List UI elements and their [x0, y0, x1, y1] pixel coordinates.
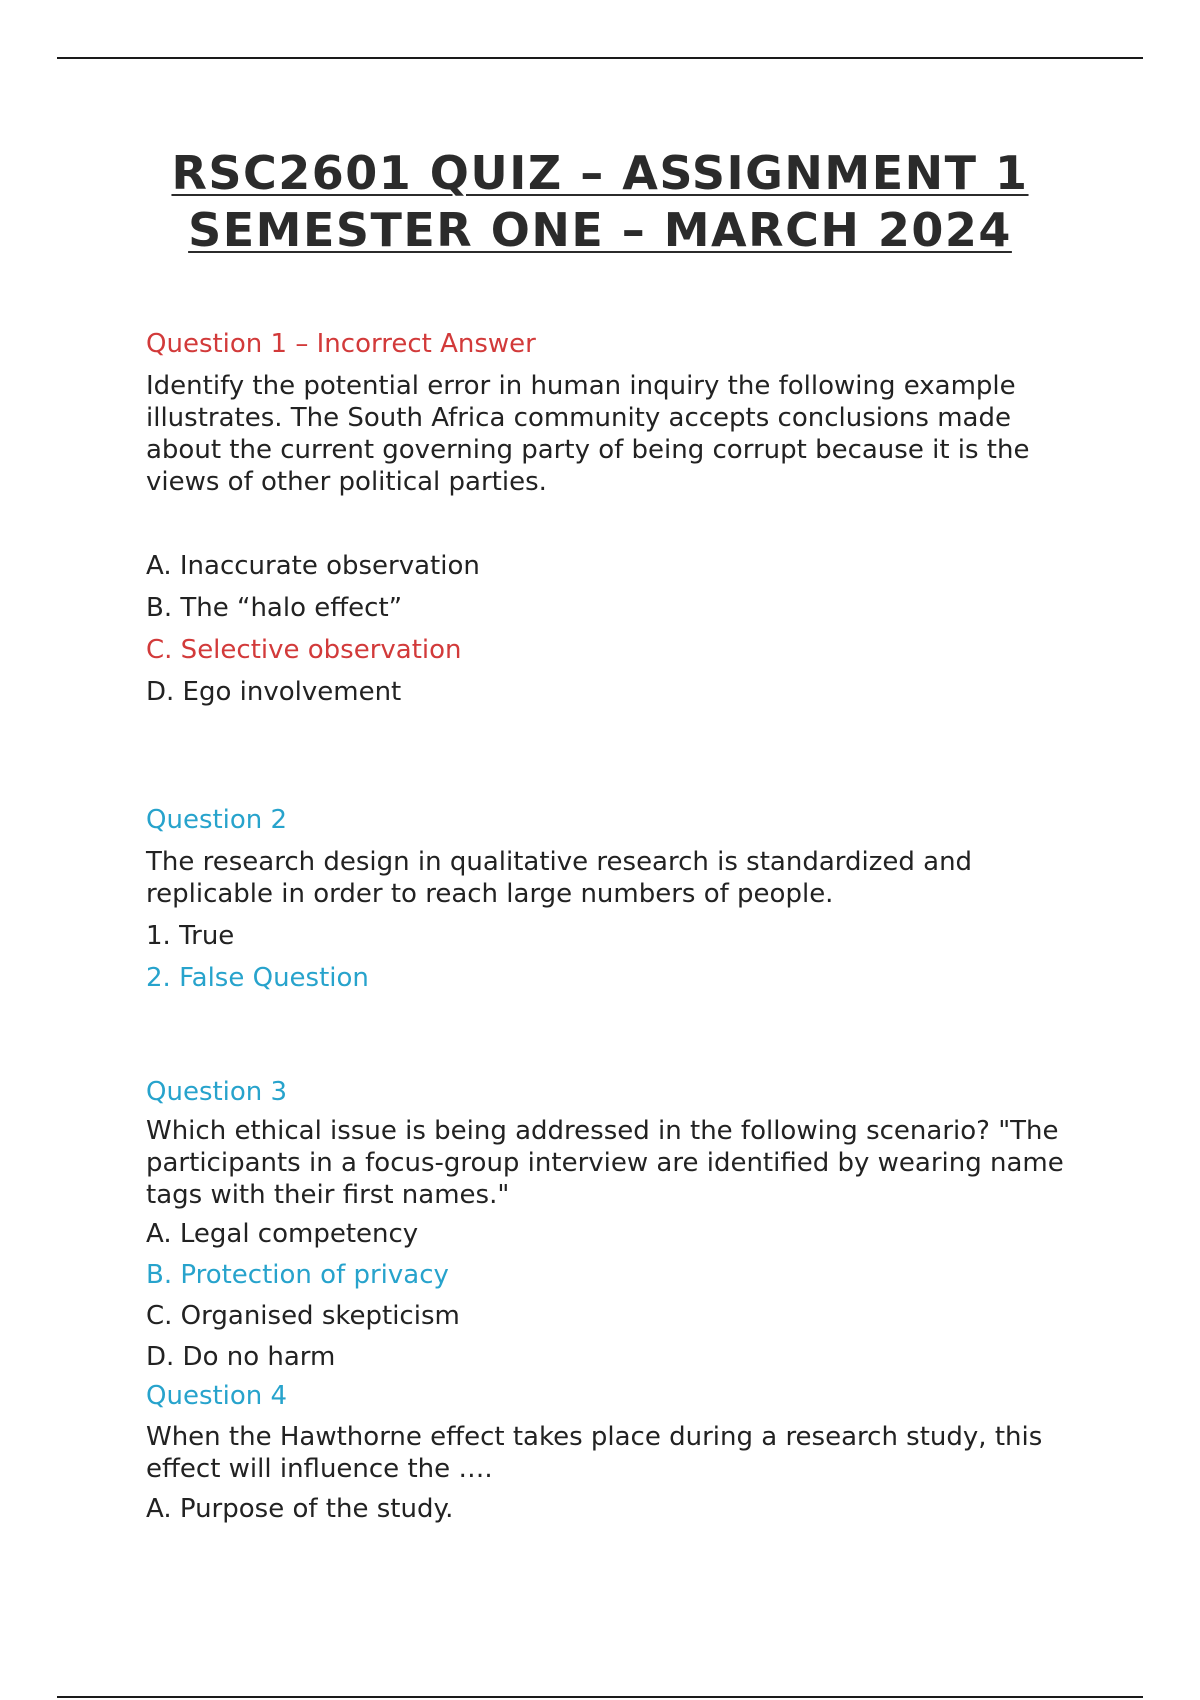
- question-1: [146, 328, 1066, 708]
- question-4-text: When the Hawthorne effect takes place during a research study, this effect will influence the ….: [146, 1422, 1043, 1484]
- question-4-heading: Question 4: [146, 1381, 288, 1411]
- question-1-option-d: D. Ego involvement: [146, 677, 402, 707]
- question-1-option-b: B. The “halo effect”: [146, 593, 403, 623]
- question-3-option-b-correct: B. Protection of privacy: [146, 1260, 449, 1290]
- question-4: [146, 1380, 1066, 1525]
- question-2-text: The research design in qualitative research is standardized and replicable in order to reach large numbers of people.: [146, 847, 973, 909]
- question-1-text: Identify the potential error in human inquiry the following example illustrates. The South Africa community accepts conclusions made about the current governing party of being corrupt because it is the views of other political parties.: [146, 371, 1030, 497]
- title-line-2: SEMESTER ONE – MARCH 2024: [188, 203, 1012, 257]
- top-divider: [57, 57, 1143, 59]
- question-3: [146, 1076, 1066, 1373]
- question-4-option-a: A. Purpose of the study.: [146, 1494, 454, 1524]
- question-3-heading: Question 3: [146, 1077, 288, 1107]
- quiz-content: [146, 328, 1066, 1525]
- title-line-1: RSC2601 QUIZ – ASSIGNMENT 1: [171, 146, 1029, 200]
- question-1-heading: Question 1 – Incorrect Answer: [146, 329, 536, 359]
- question-3-option-a: A. Legal competency: [146, 1219, 419, 1249]
- question-3-option-c: C. Organised skepticism: [146, 1301, 460, 1331]
- question-3-option-d: D. Do no harm: [146, 1342, 336, 1372]
- question-2-option-1: 1. True: [146, 921, 235, 951]
- question-2-option-2-correct: 2. False Question: [146, 963, 369, 993]
- question-1-option-c-selected: C. Selective observation: [146, 635, 462, 665]
- question-2-heading: Question 2: [146, 805, 288, 835]
- question-3-text: Which ethical issue is being addressed in the following scenario? "The participants in a focus-group interview are identified by wearing name tags with their first names.": [146, 1116, 1064, 1210]
- question-1-option-a: A. Inaccurate observation: [146, 551, 480, 581]
- bottom-divider: [57, 1696, 1143, 1698]
- page-title: [0, 145, 1200, 259]
- question-2: [146, 804, 1066, 994]
